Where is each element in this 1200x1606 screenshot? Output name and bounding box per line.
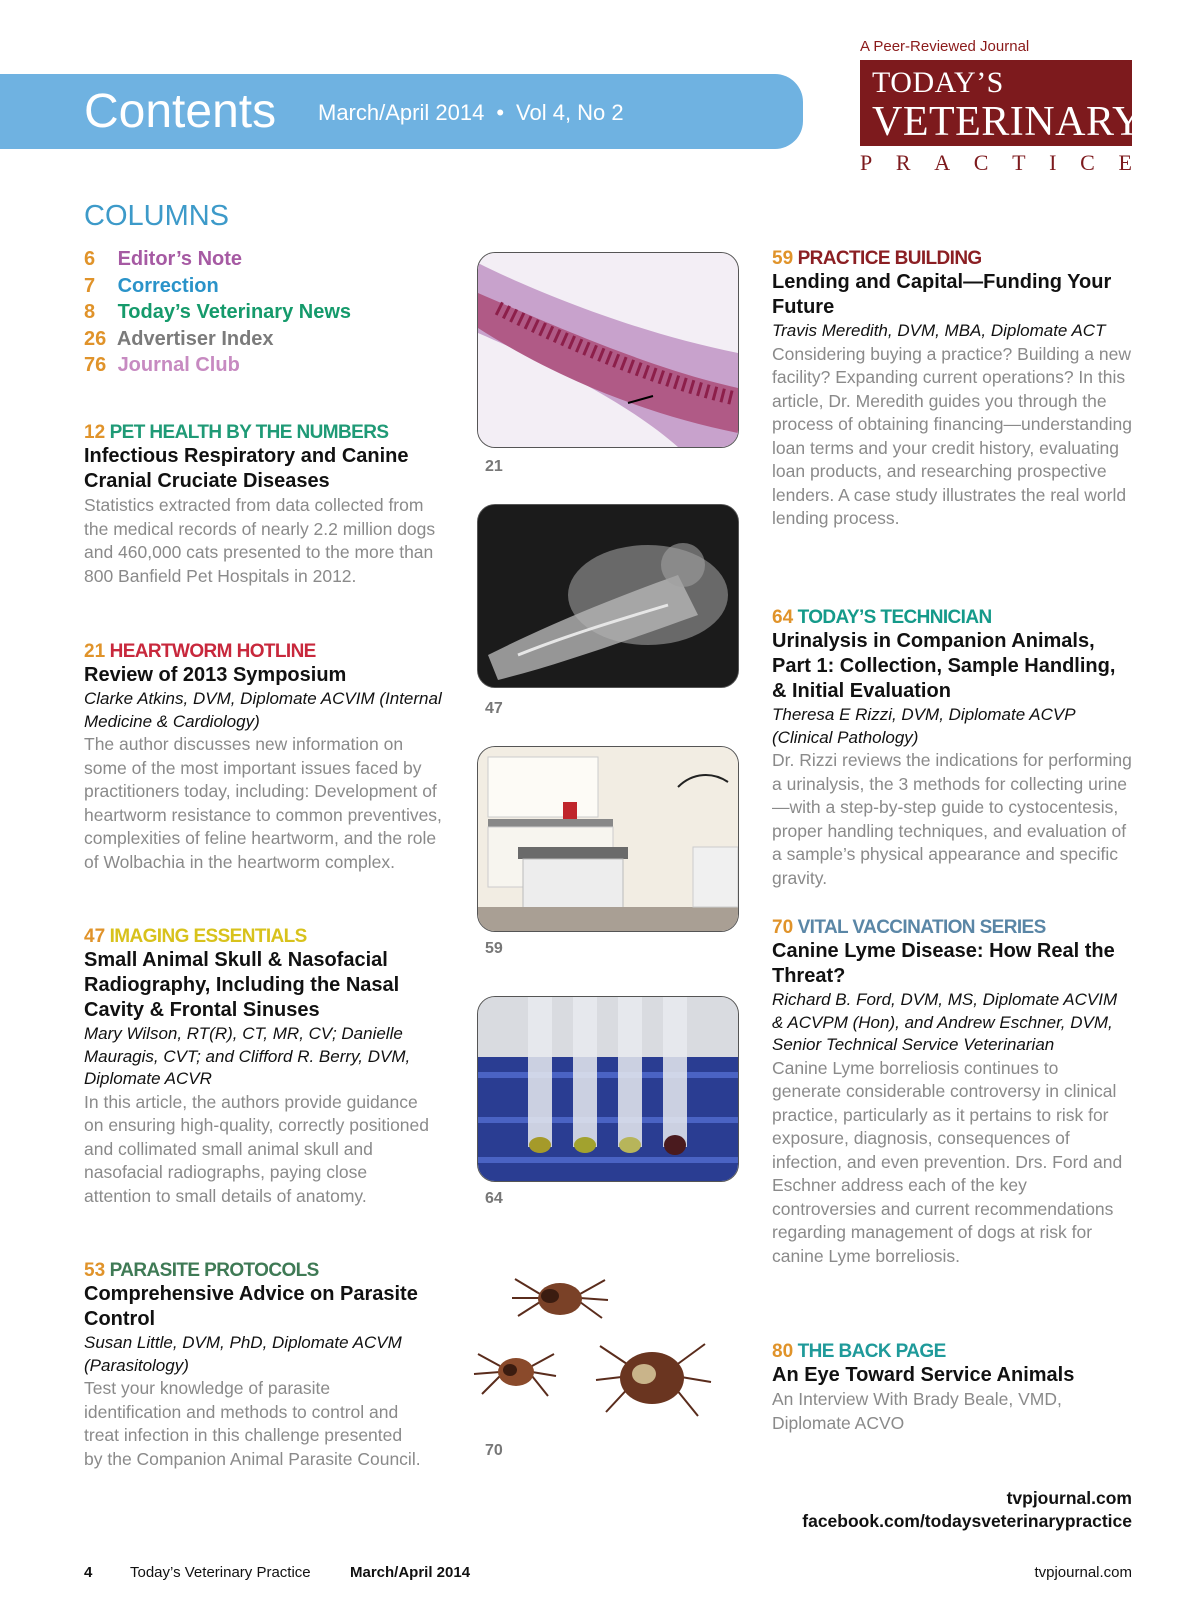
article-description: An Interview With Brady Beale, VMD, Diplomate ACVO <box>772 1389 1062 1433</box>
article-title: Urinalysis in Companion Animals, Part 1: Collection, Sample Handling, & Initial Evaluation <box>772 630 1116 702</box>
section-page: 12 <box>84 422 106 443</box>
column-page: 76 <box>84 354 107 376</box>
image-page-number: 47 <box>485 700 503 717</box>
section-page: 21 <box>84 641 106 662</box>
image-page-number: 21 <box>485 458 503 475</box>
issue-date: March/April 2014 <box>318 100 485 125</box>
column-label: Correction <box>117 274 219 297</box>
footer-date: March/April 2014 <box>350 1564 471 1581</box>
column-page: 8 <box>84 301 96 323</box>
footer-journal: Today’s Veterinary Practice <box>130 1564 311 1581</box>
section-page: 80 <box>772 1341 794 1362</box>
column-page: 26 <box>84 327 107 350</box>
section-21[interactable] <box>84 641 444 874</box>
article-title: Small Animal Skull & Nasofacial Radiography, Including the Nasal Cavity & Frontal Sinuses <box>84 949 400 1021</box>
logo-line-2: VETERINARY <box>872 99 1143 145</box>
article-description: Statistics extracted from data collected from the medical records of nearly 2.2 million dogs and 460,000 cats presented to the more than 800 Banfield Pet Hospitals in 2012. <box>84 495 436 586</box>
issue-info <box>318 98 624 128</box>
section-page: 59 <box>772 248 794 269</box>
logo-letter: C <box>1080 150 1095 175</box>
ticks-image <box>470 1266 740 1456</box>
article-description: Canine Lyme borreliosis continues to generate considerable controversy in clinical practice, particularly as it pertains to risk for exposure, diagnosis, consequences of infection, and even prevention. Drs. Ford and Eschner address each of the key controversies and current recommendations regarding management of dogs at risk for canine Lyme borreliosis. <box>772 1057 1123 1266</box>
logo-line-1: TODAY’S <box>872 66 1004 99</box>
logo-letter: I <box>1049 150 1057 175</box>
column-label: Editor’s Note <box>117 248 243 270</box>
section-53[interactable] <box>84 1260 424 1471</box>
article-title: Lending and Capital—Funding Your Future <box>772 271 1112 318</box>
section-label: IMAGING ESSENTIALS <box>109 926 307 947</box>
article-title: Canine Lyme Disease: How Real the Threat? <box>772 940 1115 987</box>
image-page-number: 59 <box>485 940 503 957</box>
logo-letter: A <box>934 150 951 175</box>
column-label: Journal Club <box>117 354 240 376</box>
column-item[interactable] <box>84 352 351 379</box>
article-title: An Eye Toward Service Animals <box>772 1364 1075 1386</box>
skull-radiograph-image <box>478 505 738 687</box>
logo-letter: C <box>973 150 989 175</box>
article-author: Mary Wilson, RT(R), CT, MR, CV; Danielle Mauragis, CVT; and Clifford R. Berry, DVM, Diplomate ACVR <box>84 1024 411 1088</box>
section-page: 53 <box>84 1260 106 1281</box>
article-title: Comprehensive Advice on Parasite Control <box>84 1283 418 1330</box>
section-70[interactable] <box>772 917 1132 1268</box>
article-author: Richard B. Ford, DVM, MS, Diplomate ACVIM & ACVPM (Hon), and Andrew Eschner, DVM, Senior Technical Service Veterinarian <box>772 990 1118 1054</box>
article-description: In this article, the authors provide guidance on ensuring high-quality, correctly positioned and collimated small animal skull and nasofacial radiographs, paying close attention to small details of anatomy. <box>84 1091 430 1206</box>
article-author: Clarke Atkins, DVM, Diplomate ACVIM (Internal Medicine & Cardiology) <box>84 689 442 731</box>
column-page: 6 <box>84 248 96 270</box>
image-ticks[interactable] <box>470 1266 740 1456</box>
website-link[interactable]: tvpjournal.com <box>1006 1488 1132 1508</box>
exam-room-image <box>478 747 738 931</box>
image-test-tubes[interactable] <box>477 996 739 1182</box>
logo-letter: E <box>1118 150 1132 175</box>
article-description: Test your knowledge of parasite identification and methods to control and treat infection in this challenge presented by the Companion Animal Parasite Council. <box>84 1378 421 1469</box>
section-label: HEARTWORM HOTLINE <box>109 641 316 662</box>
footer-site: tvpjournal.com <box>1034 1564 1132 1581</box>
journal-logo <box>860 60 1143 146</box>
facebook-link[interactable]: facebook.com/todaysveterinarypractice <box>802 1511 1132 1531</box>
section-label: TODAY’S TECHNICIAN <box>797 607 992 628</box>
article-description: Dr. Rizzi reviews the indications for performing a urinalysis, the 3 methods for collecting urine—with a step-by-step guide to cystocentesis, proper handling techniques, and evaluation of a sample’s physical appearance and specific gravity. <box>772 750 1132 888</box>
columns-heading: COLUMNS <box>84 200 230 232</box>
section-label: THE BACK PAGE <box>797 1341 946 1362</box>
separator-dot: • <box>496 100 505 125</box>
article-description: Considering buying a practice? Building a new facility? Expanding current operations? In this article, Dr. Meredith guides you through the process of obtaining financing—understanding loan terms and your credit history, evaluating loan products, and researching prospective lenders. A case study illustrates the real world lending process. <box>772 343 1132 528</box>
article-author: Travis Meredith, DVM, MBA, Diplomate ACT <box>772 321 1106 340</box>
section-12[interactable] <box>84 422 444 588</box>
image-exam-room[interactable] <box>477 746 739 932</box>
section-47[interactable] <box>84 926 434 1208</box>
journal-tagline: A Peer-Reviewed Journal <box>860 38 1030 55</box>
column-label: Today’s Veterinary News <box>117 301 351 323</box>
section-page: 64 <box>772 607 794 628</box>
logo-letter: T <box>1012 150 1026 175</box>
section-label: VITAL VACCINATION SERIES <box>797 917 1046 938</box>
columns-list <box>84 246 351 379</box>
article-author: Theresa E Rizzi, DVM, Diplomate ACVP (Clinical Pathology) <box>772 705 1075 747</box>
histology-slide-image <box>478 253 738 447</box>
section-page: 47 <box>84 926 106 947</box>
section-label: PRACTICE BUILDING <box>797 248 982 269</box>
logo-letter: R <box>895 150 911 175</box>
section-page: 70 <box>772 917 794 938</box>
page-title: Contents <box>84 85 277 138</box>
page-number: 4 <box>84 1564 93 1581</box>
article-title: Review of 2013 Symposium <box>84 664 347 686</box>
article-author: Susan Little, DVM, PhD, Diplomate ACVM (Parasitology) <box>84 1333 402 1375</box>
section-label: PET HEALTH BY THE NUMBERS <box>109 422 389 443</box>
column-item[interactable] <box>84 273 351 300</box>
logo-letter: P <box>860 150 873 175</box>
article-description: The author discusses new information on some of the most important issues faced by practitioners today, including: Development of heartworm resistance to common preventives, complexities of feline heartworm, and the role of Wolbachia in the heartworm complex. <box>84 734 442 872</box>
section-label: PARASITE PROTOCOLS <box>109 1260 319 1281</box>
section-80[interactable] <box>772 1341 1132 1435</box>
column-page: 7 <box>84 274 96 297</box>
urine-test-tubes-image <box>478 997 738 1181</box>
issue-volume: Vol 4, No 2 <box>516 100 624 125</box>
article-title: Infectious Respiratory and Canine Cranial Cruciate Diseases <box>84 445 409 492</box>
logo-line-3 <box>860 150 1132 176</box>
column-item[interactable] <box>84 246 351 273</box>
image-page-number: 64 <box>485 1190 503 1207</box>
column-item[interactable] <box>84 326 351 353</box>
image-radiograph[interactable] <box>477 504 739 688</box>
image-histology[interactable] <box>477 252 739 448</box>
section-64[interactable] <box>772 607 1132 890</box>
column-label: Advertiser Index <box>116 327 274 350</box>
image-page-number: 70 <box>485 1442 503 1459</box>
section-59[interactable] <box>772 248 1132 531</box>
column-item[interactable] <box>84 299 351 326</box>
